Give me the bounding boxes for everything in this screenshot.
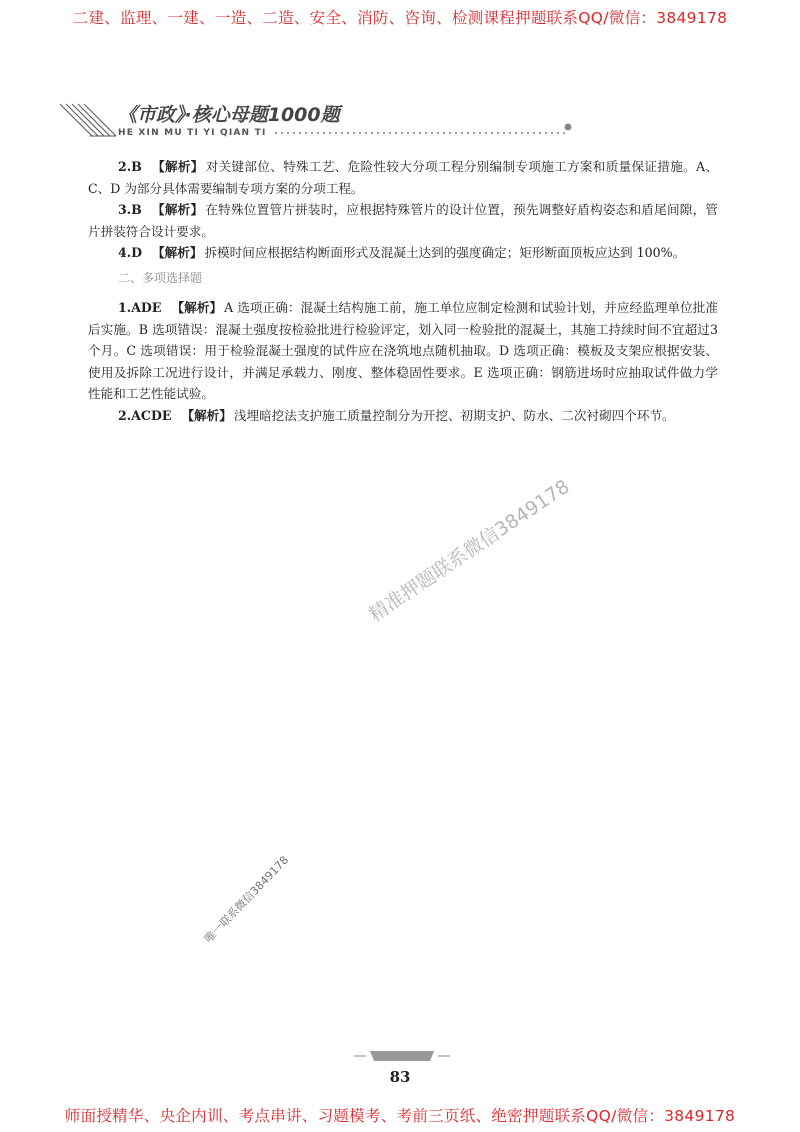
analysis-tag: 【解析】 [151, 159, 204, 174]
book-subtitle: HE XIN MU TI YI QIAN TI [118, 128, 267, 138]
analysis-tag: 【解析】 [152, 245, 203, 260]
answer-text: 浅埋暗挖法支护施工质量控制分为开挖、初期支护、防水、二次衬砌四个环节。 [233, 407, 675, 423]
answer-text: 对关键部位、特殊工艺、危险性较大分项工程分别编制专项施工方案和质量保证措施。A、C、D 为部分具体需要编制专项方案的分项工程。 [88, 159, 718, 196]
watermark-secondary: 唯一联系微信3849178 [201, 853, 292, 946]
bottom-banner: 师面授精华、央企内训、考点串讲、习题模考、考前三页纸、绝密押题联系QQ/微信：3849178 [64, 1107, 736, 1125]
watermark-main: 精准押题联系微信3849178 [365, 475, 574, 627]
section-title: 二、多项选择题 [118, 270, 203, 285]
page-number-decoration [352, 1048, 452, 1068]
book-title: 《市政》·核心母题1000题 [118, 104, 340, 126]
page-number: 83 [389, 1068, 411, 1086]
analysis-tag: 【解析】 [171, 300, 223, 315]
answer-item [88, 242, 718, 264]
answer-item [88, 156, 718, 199]
answer-item [88, 297, 718, 405]
answer-number: 2.ACDE [118, 407, 172, 423]
answer-number: 3.B [118, 202, 142, 217]
analysis-tag: 【解析】 [151, 202, 204, 217]
answer-number: 4.D [118, 245, 143, 260]
top-banner: 二建、监理、一建、一造、二造、安全、消防、咨询、检测课程押题联系QQ/微信：3849178 [72, 9, 728, 27]
answer-text: 拆模时间应根据结构断面形式及混凝土达到的强度确定；矩形断面顶板应达到 100%。 [204, 245, 686, 260]
answer-text: 在特殊位置管片拼装时，应根据特殊管片的设计位置，预先调整好盾构姿态和盾尾间隙，管片拼装符合设计要求。 [88, 202, 719, 239]
answer-number: 1.ADE [118, 300, 162, 315]
answer-item [88, 199, 718, 242]
answer-text: A 选项正确：混凝土结构施工前，施工单位应制定检测和试验计划，并应经监理单位批准后实施。B 选项错误：混凝土强度按检验批进行检验评定，划入同一检验批的混凝土，其施工持续时间不宜超过3 个月。C 选项错误：用于检验混凝土强度的试件应在浇筑地点随机抽取。D 选项正确：模板及支架应根据安装、使用及拆除工况进行设计，并满足承载力、刚度、整体稳固性要求。E 选项正确：钢筋进场时应抽取试件做力学性能和工艺性能试验。 [88, 300, 718, 401]
answer-item [88, 405, 718, 427]
answer-content [88, 156, 718, 426]
answer-number: 2.B [118, 159, 142, 174]
analysis-tag: 【解析】 [181, 407, 232, 423]
